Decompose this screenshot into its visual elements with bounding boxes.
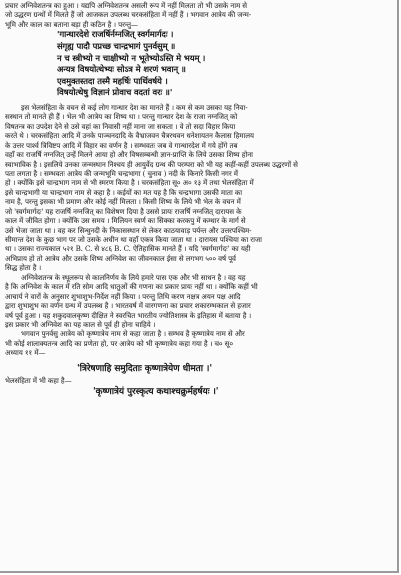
text-line: आचार्य ने वारों के अनुसार शुभाशुभ-निर्देश नहीं किया । परन्तु तिथि करण नक्षत्र अयन पक्ष आदि [5, 291, 241, 301]
verse-line: संगृह्य पादौ पप्रच्छ चान्द्रभागं पुनर्वसुम् ॥ [57, 40, 176, 51]
text-line: अग्निवेशतन्त्र के स्थूलरूप से कालनिर्णय के लिये हमारे पास एक और भी साधन है । वह यह [21, 272, 246, 282]
text-line: है कि अग्निवेश के काल में रति सोम आदि धातुओं की गणना का प्रकार प्रायः नहीं था । क्योंकि कहीं भी [5, 282, 258, 292]
verse-line: न च स्त्रीभ्यो न चाक्षीभ्यो न भूतेभ्योऽस्ति मे भयम् । [57, 52, 206, 63]
verse-line: विषयोत्थेषु विज्ञानं प्रोवाच वदतां वरः ॥' [57, 87, 173, 98]
text-line: सस्थान तो मानते ही हैं । भेल भी आत्रेय का शिष्य था । परन्तु गान्धार देश के राजा नग्नजित् को [5, 112, 238, 122]
text-line: नाम है, परन्तु इसका भी प्रमाण और कोई नहीं मिलता । किसी शिष्य के लिये भी भेल के वचन में [5, 197, 241, 207]
text-line: भगवान पुनर्वसु आत्रेय को कृष्णात्रेय नाम से कहा जाता है । सम्भव है कृष्णात्रेय नाम से और [21, 329, 245, 339]
text-line: पता लगता है । सम्भवतः आत्रेय की जन्मभूमि चन्द्रभागा ( चुनाव ) नदी के किनारे किसी नगर में [5, 168, 238, 178]
text-line: के उत्तर पार्श्व त्रिविष्टप आदि में विहार का वर्णन है । सम्भवतः जब वे गान्धारदेश में गये होंगे तब [5, 140, 238, 150]
intro-paragraph [5, 1, 393, 29]
verse-line: अन्यत्र विषयोत्थेभ्यः सोऽत्र मे शरणं भवान् ॥ [57, 64, 186, 75]
text-line: वर्ष पूर्व हुआ । यह शकुदवालकृष्ण दीक्षित ने स्वरचित भारतीय ज्योतिशास्त्र के इतिहास में बताया है । [5, 310, 252, 320]
text-line: स्वाभाविक है । इसलिये उनका जन्मस्थान निश्चय ही आयुर्वेद ग्रन्थ की परम्परा को भी यह कहीं-कहीं उपलब्ध उद्धरणों से [5, 159, 298, 169]
body-text [5, 103, 393, 358]
bhela-lead-line: भेलसंहिता में भी कहा है— [5, 375, 72, 385]
text-line: अध्याय ११ में— [5, 348, 46, 358]
text-line: हो । क्योंकि इसे चान्द्रभाग नाम से भी स्मरण किया है । चरकसंहिता सू० अ० १३ में तथा भेलसंहिता में [5, 178, 254, 188]
text-line: सीमान्त देश के कुछ भाग पर जो उसके अधीन था वहाँ एकत्र किया जाता था । दारायस पश्चिया का राजा [5, 235, 262, 244]
text-line: अभिप्राय हो तो आत्रेय और उसके शिष्य अग्निवेश का जीवनकाल ईसा से लगभग ५०० वर्ष पूर्व [5, 253, 236, 263]
text-line: करते थे । चरकसंहिता आदि में उनके पाञ्चनदादि के वैभ्राजवन चैत्ररथवन धनेशायतन कैलास हिमालय [5, 131, 254, 141]
text-line: था । उसका राज्यकाल ५२१ B. C. से ४८६ B. C. ऐतिहासिक मानते हैं । यदि 'स्वर्गमार्गदः' का यही [5, 244, 251, 254]
text-line: इस प्रकार भी अग्निवेश का यह काल से पूर्व ही होना चाहिये । [5, 319, 156, 329]
text-line: जो उद्धरण ग्रन्थों में मिलते हैं जो आजकल उपलब्ध चरकसंहिता में नहीं हैं । भगवान आत्रेय की जन्म- [5, 10, 252, 20]
text-line: उसे भेजा जाता था । वह कर सिन्धुनदी के निकासस्थान से लेकर काठयावाड़ पर्यन्त और उत्तरपश्चिम- [5, 225, 252, 235]
text-line: भूमि और काल का बताना बड़ा ही कठिन है । परन्तु— [5, 19, 138, 29]
text-line: जो 'स्वर्गमार्गदः' यह राजर्षि नग्नजित् का विशेषण दिया है उससे प्रायः राजर्षि नग्नजित् दारायस के [5, 206, 242, 216]
text-line: काल में जीवित होगा । क्योंकि उस समय । मिलियन स्वर्ण का सिक्का करकपु में कम्धार के मार्ग से [5, 216, 246, 226]
text-line: वहाँ का राजर्षि नग्नजित् उन्हें मिलने आया हो और विषसम्बन्धी ज्ञान-प्राप्ति के लिये उसका शिष्य होना [5, 150, 253, 160]
text-line: सिद्ध होता है । [5, 263, 42, 273]
text-line: भी कोई शालाक्यतन्त्र आदि का प्रणेता हो, पर आत्रेय को भी कृष्णात्रेय कहा गया है । च० सू० [5, 338, 233, 348]
text-line: प्रचार अग्निवेशतन्त्र का हुआ । यद्यपि अग्निवेशतन्त्र असली रूप में नहीं मिलता तो भी उसके नाम से [5, 1, 247, 10]
verse-line: एवमुक्तस्तदा तस्मै महर्षिः पार्थिवर्षये । [57, 75, 168, 86]
text-line: इस भेलसंहिता के वचन से कई लोग गान्धार देश का मानते हैं । कम से कम उसका यह निवा- [21, 102, 248, 112]
quote-charaka: 'त्रिरेषणाहि समुदिताः कृष्णात्रेयेण धीमता ।' [77, 363, 212, 374]
quote-bhela: 'कृष्णात्रेयं पुरस्कृत्य कथाश्चक्रुर्महर्षयः ।' [93, 387, 219, 398]
text-line: द्वारा शुभाशुभ का वर्णन ग्रन्थ में उपलब्ध है । भारतवर्ष में वारगणना का प्रचार शकारम्भकाल से हजार [5, 301, 251, 311]
text-line: विषतन्त्र का उपदेश देने से उसे वहां का निवासी नहीं माना जा सकता । वे तो सदा विहार किया [5, 121, 236, 131]
page-text [5, 1, 393, 399]
text-line: इसे चान्द्रभागी या चान्द्रभाग नाम से कहा है । कईयों का मत यह है कि चन्द्रभागा उसकी माता का [5, 187, 243, 197]
verse-line: 'गान्धारदेशे राजर्षिर्नग्नजित् स्वर्गमार्गदः । [57, 29, 174, 40]
sanskrit-verse-block [5, 29, 393, 99]
